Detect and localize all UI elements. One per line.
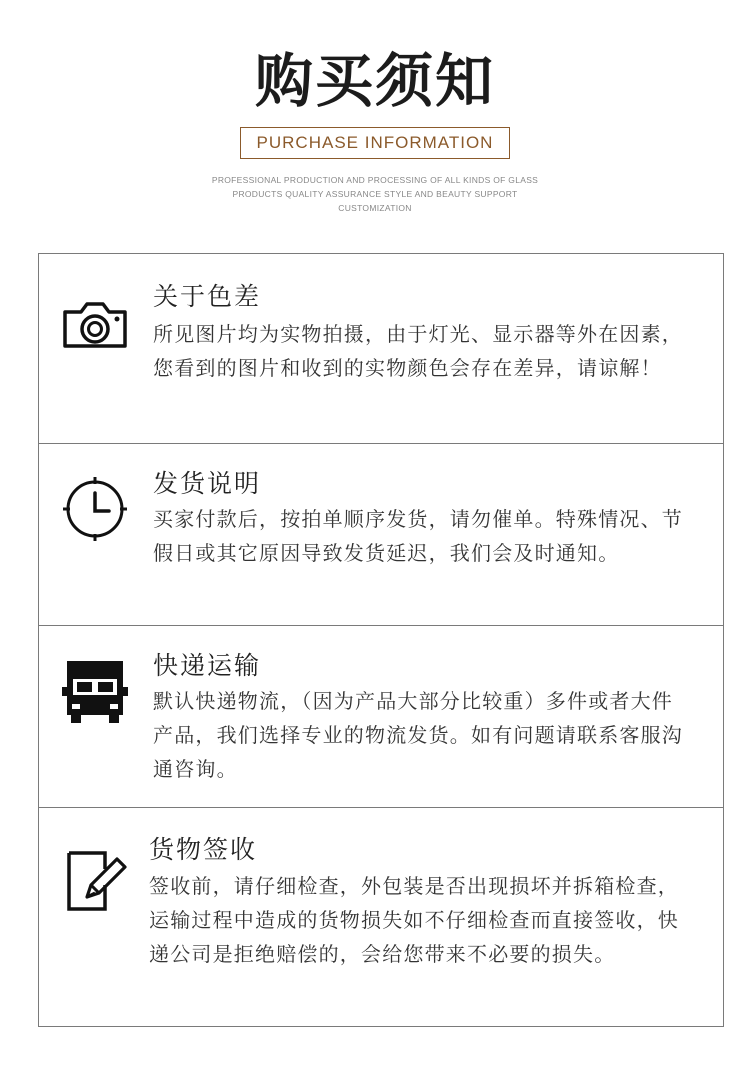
section-body: 所见图片均为实物拍摄，由于灯光、显示器等外在因素，您看到的图片和收到的实物颜色会存在差异，请谅解！: [153, 322, 683, 380]
info-panel: [38, 253, 724, 1027]
section-receipt: [39, 807, 723, 1026]
page-title: 购买须知: [254, 47, 495, 115]
section-shipping: [39, 443, 723, 626]
section-title: 发货说明: [153, 469, 262, 498]
section-express: [39, 625, 723, 808]
section-body: 签收前，请仔细检查，外包装是否出现损坏并拆箱检查，运输过程中造成的货物损失如不仔细检查而直接签收，快递公司是拒绝赔偿的，会给您带来不必要的损失。: [149, 874, 679, 966]
clock-icon: [59, 473, 131, 545]
section-body: 默认快递物流，（因为产品大部分比较重）多件或者大件产品，我们选择专业的物流发货。如有问题请联系客服沟通咨询。: [153, 689, 683, 781]
subtitle-text: PURCHASE INFORMATION: [256, 133, 494, 152]
section-body: 买家付款后，按拍单顺序发货，请勿催单。特殊情况、节假日或其它原因导致发货延迟，我们会及时通知。: [153, 507, 683, 565]
section-title: 关于色差: [153, 282, 262, 311]
section-title: 快递运输: [153, 651, 262, 680]
subtitle-box: [240, 127, 510, 159]
tagline: PROFESSIONAL PRODUCTION AND PROCESSING OF ALL KINDS OF GLASS PRODUCTS QUALITY ASSURANCE STYLE AND BEAUTY SUPPORT CUSTOMIZATION: [211, 175, 539, 213]
section-color-difference: [39, 254, 723, 444]
sign-document-icon: [59, 845, 131, 917]
truck-icon: [59, 655, 131, 727]
section-title: 货物签收: [149, 835, 258, 864]
camera-icon: [59, 290, 131, 362]
